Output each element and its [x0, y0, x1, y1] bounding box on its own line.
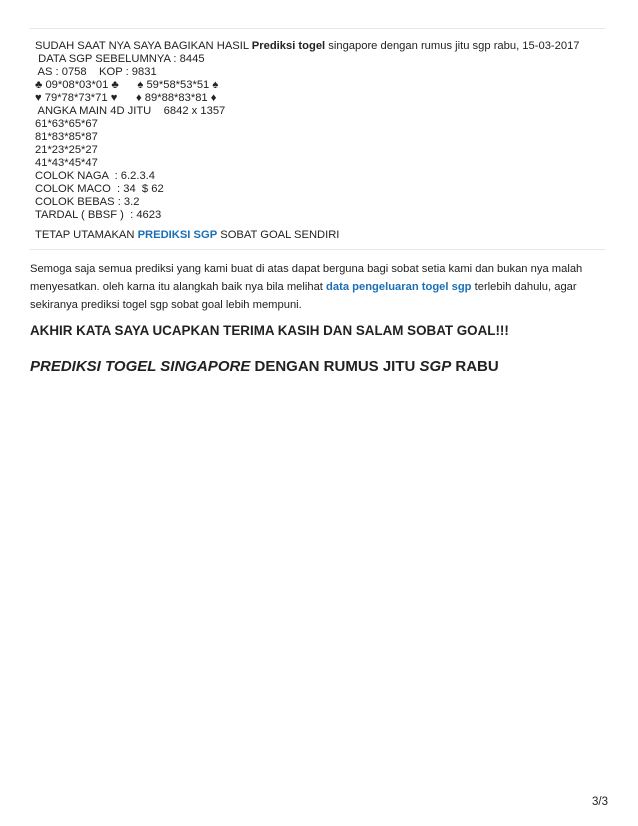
prediksi-sgp-link[interactable]: PREDIKSI SGP — [137, 229, 218, 241]
paragraph-text-1: Semoga saja semua prediksi yang kami buat di atas dapat berguna bagi sobat setia kami dan bukan nya malah menyesatkan. oleh karna itu alangkah baik nya bila melihat — [30, 263, 583, 293]
data-line: COLOK MACO : 34 $ 62 — [35, 183, 164, 195]
data-line: 21*23*25*27 — [35, 144, 98, 156]
body-paragraph — [30, 260, 602, 314]
closing-heading: AKHIR KATA SAYA UCAPKAN TERIMA KASIH DAN SALAM SOBAT GOAL!!! — [30, 323, 509, 338]
intro-bold: Prediksi togel — [251, 40, 326, 52]
intro-suffix: singapore dengan rumus jitu sgp rabu, 15-03-2017 — [325, 40, 580, 52]
intro-prefix: SUDAH SAAT NYA SAYA BAGIKAN HASIL — [35, 40, 252, 52]
page-number: 3/3 — [592, 796, 608, 808]
data-line: COLOK NAGA : 6.2.3.4 — [35, 170, 156, 182]
data-line: ♥ 79*78*73*71 ♥ ♦ 89*88*83*81 ♦ — [35, 92, 217, 104]
title-part-4: RABU — [451, 358, 499, 375]
data-pengeluaran-link[interactable]: data pengeluaran togel sgp — [326, 281, 472, 293]
data-line: DATA SGP SEBELUMNYA : 8445 — [35, 53, 205, 65]
paragraph-text-2: terlebih dahulu, agar sekiranya prediksi togel sgp sobat goal lebih mempuni. — [30, 281, 577, 311]
prediction-box — [30, 28, 605, 250]
closing-prefix: TETAP UTAMAKAN — [35, 229, 138, 241]
intro-line — [35, 40, 580, 53]
title-part-1: PREDIKSI TOGEL SINGAPORE — [30, 358, 251, 375]
data-line: 61*63*65*67 — [35, 118, 98, 130]
data-line: TARDAL ( BBSF ) : 4623 — [35, 209, 162, 221]
page-title — [30, 358, 499, 375]
data-line: COLOK BEBAS : 3.2 — [35, 196, 140, 208]
closing-line — [35, 229, 339, 242]
data-line: AS : 0758 KOP : 9831 — [35, 66, 157, 78]
data-line: 81*83*85*87 — [35, 131, 98, 143]
closing-suffix: SOBAT GOAL SENDIRI — [217, 229, 340, 241]
data-line: ANGKA MAIN 4D JITU 6842 x 1357 — [35, 105, 226, 117]
data-line: 41*43*45*47 — [35, 157, 98, 169]
title-part-2: DENGAN RUMUS JITU — [250, 358, 420, 375]
data-line: ♣ 09*08*03*01 ♣ ♠ 59*58*53*51 ♠ — [35, 79, 219, 91]
title-part-3: SGP — [419, 358, 452, 375]
